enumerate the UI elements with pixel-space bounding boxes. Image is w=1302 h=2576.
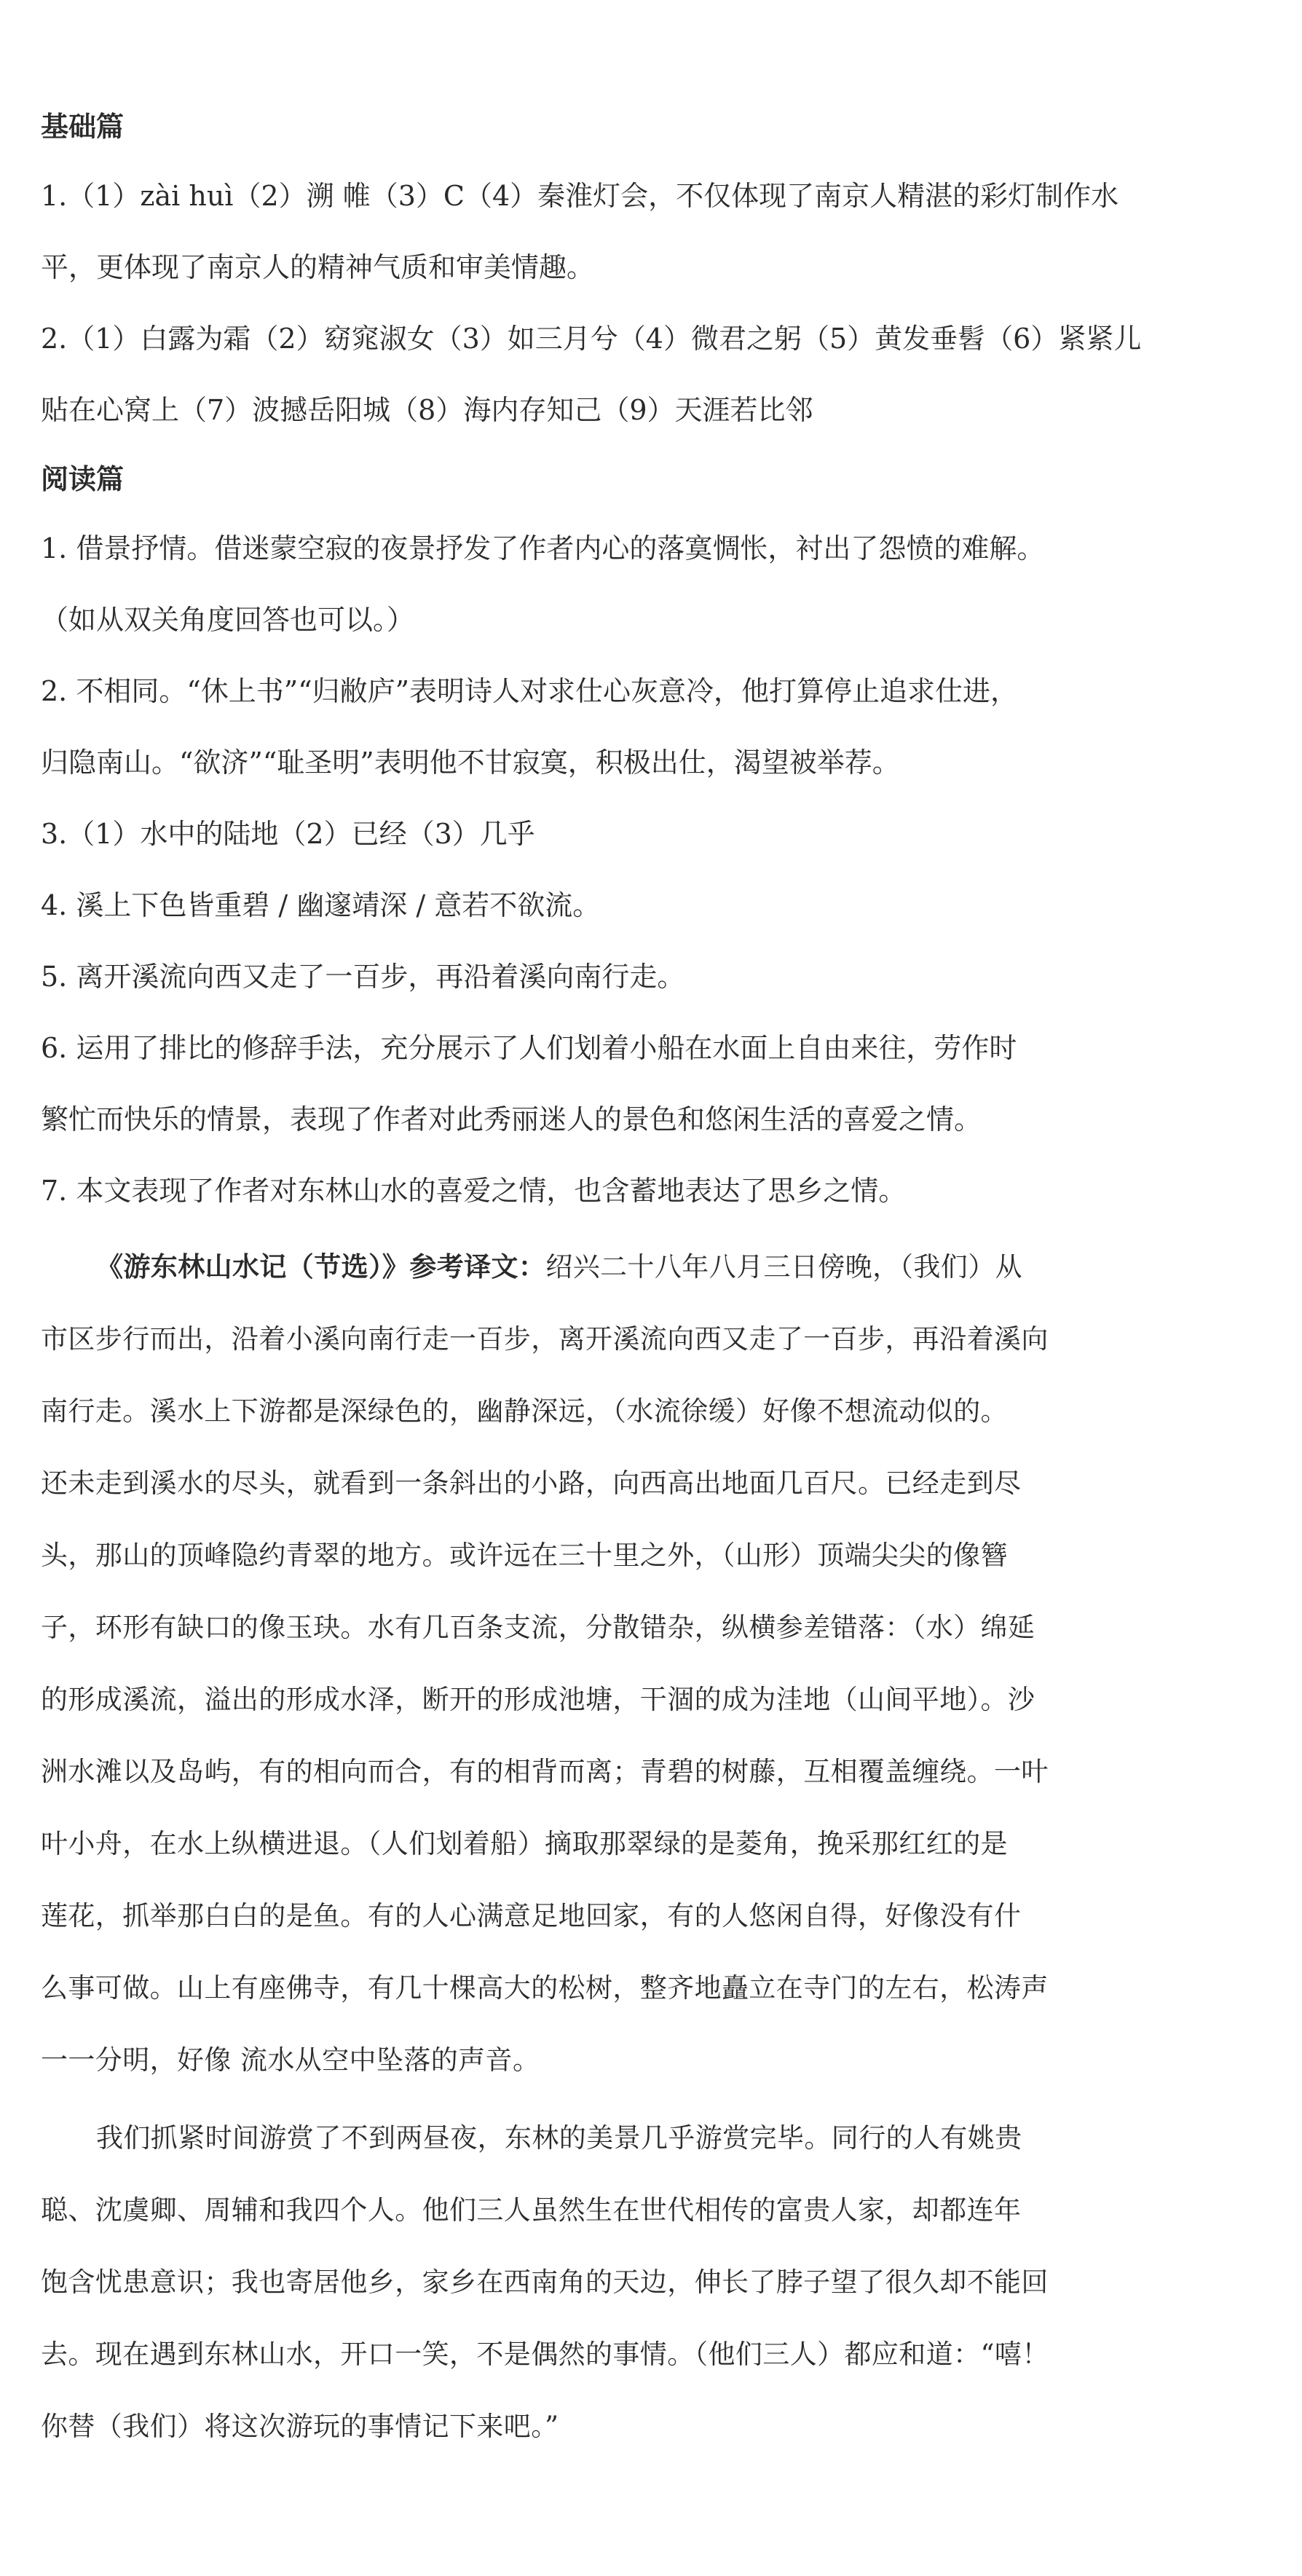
translation-line: 头，那山的顶峰隐约青翠的地方。或许远在三十里之外，（山形）顶端尖尖的像簪 [41,1540,1008,1571]
translation-line: 莲花，抓举那白白的是鱼。有的人心满意足地回家，有的人悠闲自得，好像没有什 [41,1900,1022,1931]
basic-line-2: 平，更体现了南京人的精神气质和审美情趣。 [41,251,595,283]
translation-line: 还未走到溪水的尽头，就看到一条斜出的小路，向西高出地面几百尺。已经走到尽 [41,1468,1022,1499]
reading-line-3: 2. 不相同。“休上书”“归敝庐”表明诗人对求仕心灰意冷，他打算停止追求仕进， [41,675,1019,707]
basic-line-3: 2.（1）白露为霜（2）窈窕淑女（3）如三月兮（4）微君之躬（5）黄发垂髫（6）紧紧儿 [41,323,1142,355]
basic-line-1: 1.（1）zài huì（2）溯 帷（3）C（4）秦淮灯会，不仅体现了南京人精湛的彩灯制作水 [41,180,1119,212]
section-title-reading: 阅读篇 [41,463,125,495]
translation-line: 洲水滩以及岛屿，有的相向而合，有的相背而离；青碧的树藤，互相覆盖缠绕。一叶 [41,1756,1049,1787]
translation-line: 一一分明，好像 流水从空中坠落的声音。 [41,2044,540,2076]
translation-line: 的形成溪流，溢出的形成水泽，断开的形成池塘，干涸的成为洼地（山间平地）。沙 [41,1684,1035,1715]
reading-line-10: 7. 本文表现了作者对东林山水的喜爱之情，也含蓄地表达了思乡之情。 [41,1175,907,1207]
basic-line-4: 贴在心窝上（7）波撼岳阳城（8）海内存知己（9）天涯若比邻 [41,394,813,426]
translation-line: 子，环形有缺口的像玉玦。水有几百条支流，分散错杂，纵横参差错落：（水）绵延 [41,1612,1035,1643]
translation-line: 南行走。溪水上下游都是深绿色的，幽静深远，（水流徐缓）好像不想流动似的。 [41,1395,1008,1427]
translation-para-1-line-1 [41,1231,1133,1303]
reading-line-6: 4. 溪上下色皆重碧 / 幽邃靖深 / 意若不欲流。 [41,889,601,921]
answer-page [41,93,1142,2462]
reading-line-2: （如从双关角度回答也可以。） [41,604,415,636]
reading-line-8: 6. 运用了排比的修辞手法，充分展示了人们划着小船在水面上自由来往，劳作时 [41,1032,1017,1064]
reading-line-1: 1. 借景抒情。借迷蒙空寂的夜景抒发了作者内心的落寞惆怅，衬出了怨愤的难解。 [41,532,1045,564]
reading-line-7: 5. 离开溪流向西又走了一百步，再沿着溪向南行走。 [41,961,685,993]
section-title-basic: 基础篇 [41,111,125,143]
translation-line: 去。现在遇到东林山水，开口一笑，不是偶然的事情。（他们三人）都应和道：“嘻！ [41,2339,1049,2370]
translation-line: 聪、沈虞卿、周辅和我四个人。他们三人虽然生在世代相传的富贵人家，却都连年 [41,2194,1022,2226]
translation-line: 饱含忧患意识；我也寄居他乡，家乡在西南角的天边，伸长了脖子望了很久却不能回 [41,2266,1049,2298]
translation-line: 市区步行而出，沿着小溪向南行走一百步，离开溪流向西又走了一百步，再沿着溪向 [41,1323,1049,1355]
translation-line: 你替（我们）将这次游玩的事情记下来吧。” [41,2411,559,2442]
translation-line: 叶小舟，在水上纵横进退。（人们划着船）摘取那翠绿的是菱角，挽采那红红的是 [41,1828,1008,1859]
translation-text: 绍兴二十八年八月三日傍晚，（我们）从 [545,1251,1023,1283]
translation-label: 《游东林山水记（节选）》参考译文： [96,1250,546,1283]
reading-line-5: 3.（1）水中的陆地（2）已经（3）几乎 [41,818,535,850]
translation-para-2-line-1: 我们抓紧时间游赏了不到两昼夜，东林的美景几乎游赏完毕。同行的人有姚贵 [96,2122,1022,2154]
reading-line-9: 繁忙而快乐的情景，表现了作者对此秀丽迷人的景色和悠闲生活的喜爱之情。 [41,1103,982,1135]
translation-line: 么事可做。山上有座佛寺，有几十棵高大的松树，整齐地矗立在寺门的左右，松涛声 [41,1972,1049,2004]
reading-line-4: 归隐南山。“欲济”“耻圣明”表明他不甘寂寞，积极出仕，渴望被举荐。 [41,747,900,779]
